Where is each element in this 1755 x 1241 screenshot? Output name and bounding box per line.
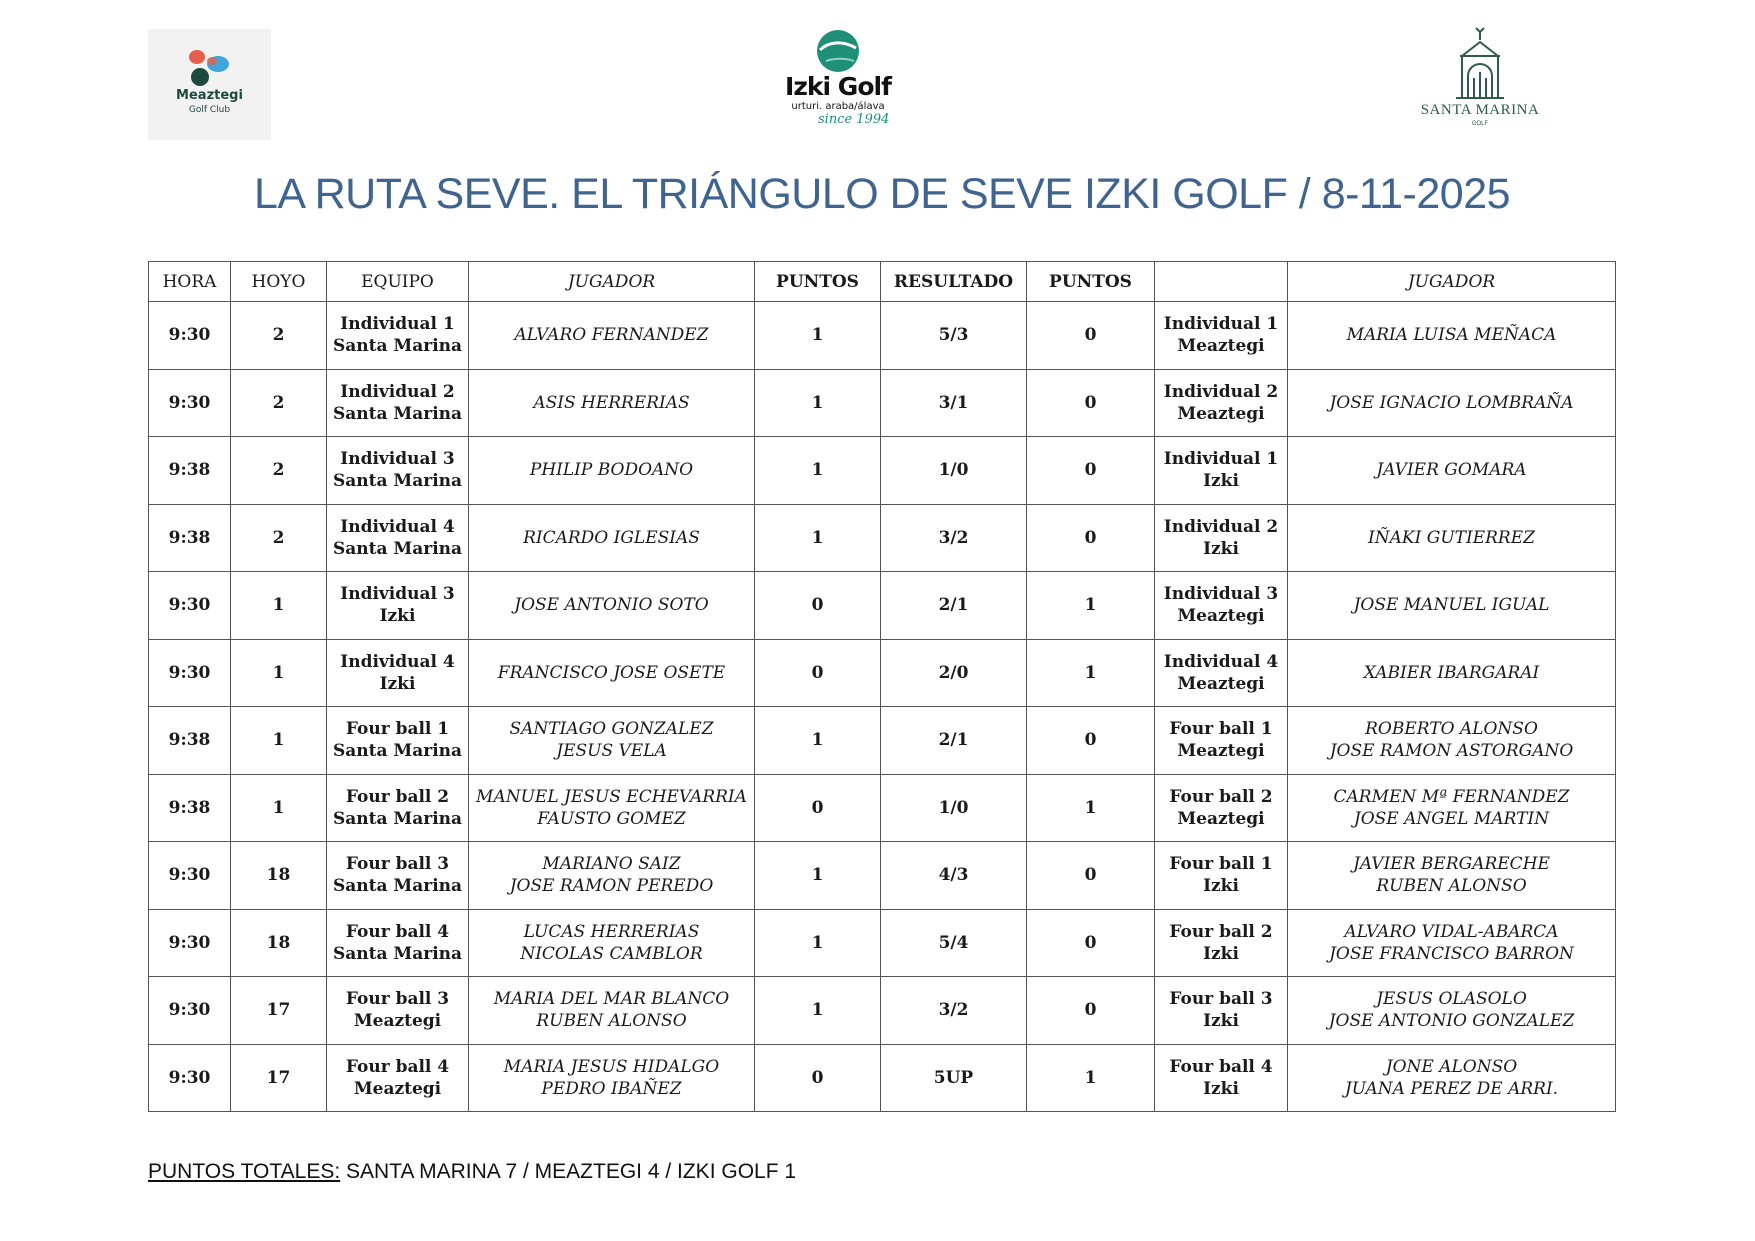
cell-hora: 9:30	[149, 302, 231, 370]
cell-puntos-2: 0	[1027, 437, 1155, 505]
player-name: PEDRO IBAÑEZ	[541, 1078, 682, 1099]
cell-jugador-2	[1288, 369, 1616, 437]
izki-globe-icon	[780, 28, 896, 74]
cell-hoyo: 1	[231, 707, 327, 775]
cell-jugador-2	[1288, 977, 1616, 1045]
cell-equipo: Four ball 3 Santa Marina	[327, 842, 469, 910]
table-row	[149, 572, 1616, 640]
cell-jugador	[469, 572, 755, 640]
cell-puntos-1: 1	[755, 977, 881, 1045]
player-name: JOSE RAMON ASTORGANO	[1329, 741, 1574, 762]
cell-resultado: 2/1	[881, 572, 1027, 640]
cell-hoyo: 1	[231, 639, 327, 707]
player-name: LUCAS HERRERIAS	[523, 921, 700, 942]
cell-puntos-1: 1	[755, 302, 881, 370]
cell-puntos-1: 1	[755, 504, 881, 572]
cell-jugador-2	[1288, 302, 1616, 370]
izki-logo-name: Izki Golf	[785, 72, 891, 101]
cell-hoyo: 17	[231, 1044, 327, 1112]
player-name: ALVARO FERNANDEZ	[514, 325, 709, 346]
player-name: JOSE MANUEL IGUAL	[1353, 595, 1550, 616]
cell-puntos-2: 1	[1027, 1044, 1155, 1112]
izki-golf-logo	[780, 28, 910, 133]
cell-equipo: Individual 3 Santa Marina	[327, 437, 469, 505]
header-resultado: RESULTADO	[881, 262, 1027, 302]
player-name: JOSE ANTONIO SOTO	[514, 595, 709, 616]
player-name: JAVIER GOMARA	[1376, 460, 1527, 481]
meaztegi-emblem-icon	[148, 29, 271, 89]
cell-puntos-2: 1	[1027, 639, 1155, 707]
player-name: FRANCISCO JOSE OSETE	[497, 662, 726, 683]
player-name: RUBEN ALONSO	[536, 1011, 687, 1032]
player-name: JOSE ANTONIO GONZALEZ	[1328, 1011, 1575, 1032]
player-name: SANTIAGO GONZALEZ	[509, 719, 714, 740]
player-name: MARIANO SAIZ	[542, 854, 681, 875]
cell-jugador	[469, 774, 755, 842]
cell-hoyo: 2	[231, 504, 327, 572]
cell-hora: 9:30	[149, 1044, 231, 1112]
cell-puntos-1: 1	[755, 437, 881, 505]
cell-puntos-2: 0	[1027, 504, 1155, 572]
player-name: MARIA LUISA MEÑACA	[1346, 325, 1557, 346]
table-row	[149, 977, 1616, 1045]
cell-equipo: Four ball 3 Meaztegi	[327, 977, 469, 1045]
cell-resultado: 3/1	[881, 369, 1027, 437]
cell-puntos-1: 0	[755, 774, 881, 842]
player-name: MANUEL JESUS ECHEVARRIA	[476, 786, 747, 807]
table-row	[149, 369, 1616, 437]
meaztegi-logo	[148, 29, 271, 140]
cell-resultado: 5/4	[881, 909, 1027, 977]
total-points	[148, 1160, 796, 1184]
izki-logo-since: since 1994	[818, 112, 890, 127]
cell-puntos-1: 0	[755, 639, 881, 707]
player-name: JOSE IGNACIO LOMBRAÑA	[1329, 392, 1574, 413]
header-hora: HORA	[149, 262, 231, 302]
cell-equipo: Individual 4 Santa Marina	[327, 504, 469, 572]
cell-hoyo: 2	[231, 437, 327, 505]
table-row	[149, 774, 1616, 842]
cell-jugador-2	[1288, 909, 1616, 977]
cell-jugador	[469, 639, 755, 707]
header-puntos-1: PUNTOS	[755, 262, 881, 302]
cell-hoyo: 1	[231, 774, 327, 842]
cell-hoyo: 17	[231, 977, 327, 1045]
cell-puntos-2: 0	[1027, 842, 1155, 910]
cell-equipo: Individual 2 Santa Marina	[327, 369, 469, 437]
cell-hora: 9:38	[149, 707, 231, 775]
total-points-label: PUNTOS TOTALES:	[148, 1160, 341, 1183]
cell-hoyo: 1	[231, 572, 327, 640]
cell-puntos-2: 0	[1027, 909, 1155, 977]
player-name: JESUS OLASOLO	[1376, 989, 1527, 1010]
cell-hora: 9:38	[149, 504, 231, 572]
table-row	[149, 437, 1616, 505]
cell-equipo: Individual 4 Izki	[327, 639, 469, 707]
player-name: MARIA JESUS HIDALGO	[503, 1056, 720, 1077]
player-name: FAUSTO GOMEZ	[537, 808, 686, 829]
cell-hora: 9:38	[149, 437, 231, 505]
meaztegi-logo-name: Meaztegi	[176, 88, 243, 103]
cell-puntos-1: 1	[755, 707, 881, 775]
header-jugador-2: JUGADOR	[1288, 262, 1616, 302]
cell-jugador	[469, 302, 755, 370]
cell-puntos-2: 0	[1027, 707, 1155, 775]
cell-jugador-2	[1288, 707, 1616, 775]
player-name: JONE ALONSO	[1385, 1056, 1518, 1077]
cell-equipo-2: Four ball 1 Meaztegi	[1155, 707, 1288, 775]
cell-puntos-1: 1	[755, 369, 881, 437]
cell-equipo-2: Individual 1 Izki	[1155, 437, 1288, 505]
table-row	[149, 909, 1616, 977]
cell-hora: 9:30	[149, 842, 231, 910]
player-name: IÑAKI GUTIERREZ	[1368, 527, 1535, 548]
santa-marina-logo-name: SANTA MARINA	[1420, 102, 1540, 118]
cell-equipo-2: Individual 1 Meaztegi	[1155, 302, 1288, 370]
cell-equipo: Individual 3 Izki	[327, 572, 469, 640]
table-row	[149, 504, 1616, 572]
meaztegi-logo-sub: Golf Club	[188, 105, 231, 115]
cell-equipo: Individual 1 Santa Marina	[327, 302, 469, 370]
cell-jugador	[469, 842, 755, 910]
cell-puntos-2: 0	[1027, 302, 1155, 370]
cell-jugador-2	[1288, 437, 1616, 505]
header-equipo: EQUIPO	[327, 262, 469, 302]
header-hoyo: HOYO	[231, 262, 327, 302]
cell-resultado: 3/2	[881, 977, 1027, 1045]
santa-marina-logo-sub: GOLF	[1471, 121, 1489, 127]
cell-resultado: 3/2	[881, 504, 1027, 572]
izki-logo-location: urturi. araba/álava	[791, 101, 885, 112]
player-name: ASIS HERRERIAS	[533, 392, 690, 413]
cell-hoyo: 18	[231, 909, 327, 977]
cell-equipo-2: Individual 2 Meaztegi	[1155, 369, 1288, 437]
table-row	[149, 1044, 1616, 1112]
cell-jugador-2	[1288, 1044, 1616, 1112]
header-jugador: JUGADOR	[469, 262, 755, 302]
table-row	[149, 707, 1616, 775]
cell-equipo-2: Individual 4 Meaztegi	[1155, 639, 1288, 707]
cell-hora: 9:38	[149, 774, 231, 842]
header-equipo-2	[1155, 262, 1288, 302]
cell-equipo-2: Individual 3 Meaztegi	[1155, 572, 1288, 640]
cell-equipo: Four ball 1 Santa Marina	[327, 707, 469, 775]
total-points-value: SANTA MARINA 7 / MEAZTEGI 4 / IZKI GOLF 1	[340, 1160, 797, 1183]
cell-hora: 9:30	[149, 977, 231, 1045]
cell-equipo-2: Four ball 1 Izki	[1155, 842, 1288, 910]
cell-equipo-2: Four ball 2 Izki	[1155, 909, 1288, 977]
santa-marina-gate-icon	[1400, 26, 1560, 100]
player-name: NICOLAS CAMBLOR	[520, 943, 703, 964]
cell-puntos-1: 0	[755, 1044, 881, 1112]
table-header-row	[149, 262, 1616, 302]
player-name: JAVIER BERGARECHE	[1353, 854, 1550, 875]
cell-jugador	[469, 1044, 755, 1112]
cell-equipo: Four ball 4 Santa Marina	[327, 909, 469, 977]
cell-puntos-2: 1	[1027, 774, 1155, 842]
cell-resultado: 1/0	[881, 774, 1027, 842]
cell-hoyo: 2	[231, 302, 327, 370]
cell-jugador	[469, 909, 755, 977]
player-name: RUBEN ALONSO	[1376, 876, 1527, 897]
table-row	[149, 842, 1616, 910]
cell-jugador	[469, 369, 755, 437]
cell-hora: 9:30	[149, 639, 231, 707]
cell-equipo-2: Four ball 3 Izki	[1155, 977, 1288, 1045]
cell-puntos-2: 0	[1027, 977, 1155, 1045]
results-table-body	[149, 302, 1616, 1112]
header-puntos-2: PUNTOS	[1027, 262, 1155, 302]
player-name: MARIA DEL MAR BLANCO	[493, 989, 730, 1010]
cell-resultado: 4/3	[881, 842, 1027, 910]
cell-jugador-2	[1288, 504, 1616, 572]
cell-jugador-2	[1288, 774, 1616, 842]
cell-resultado: 2/0	[881, 639, 1027, 707]
cell-equipo: Four ball 2 Santa Marina	[327, 774, 469, 842]
cell-resultado: 5UP	[881, 1044, 1027, 1112]
player-name: JOSE ANGEL MARTIN	[1353, 808, 1550, 829]
cell-equipo-2: Four ball 2 Meaztegi	[1155, 774, 1288, 842]
player-name: JUANA PEREZ DE ARRI.	[1344, 1078, 1559, 1099]
cell-puntos-2: 1	[1027, 572, 1155, 640]
cell-hora: 9:30	[149, 909, 231, 977]
cell-puntos-1: 1	[755, 909, 881, 977]
cell-jugador-2	[1288, 639, 1616, 707]
player-name: ALVARO VIDAL-ABARCA	[1344, 921, 1559, 942]
player-name: ROBERTO ALONSO	[1365, 719, 1538, 740]
player-name: RICARDO IGLESIAS	[523, 527, 700, 548]
results-table	[148, 261, 1616, 1112]
cell-puntos-1: 1	[755, 842, 881, 910]
cell-equipo-2: Four ball 4 Izki	[1155, 1044, 1288, 1112]
player-name: PHILIP BODOANO	[529, 460, 694, 481]
cell-puntos-1: 0	[755, 572, 881, 640]
player-name: JOSE RAMON PEREDO	[509, 876, 714, 897]
cell-jugador	[469, 977, 755, 1045]
table-row	[149, 639, 1616, 707]
cell-hoyo: 2	[231, 369, 327, 437]
cell-puntos-2: 0	[1027, 369, 1155, 437]
cell-jugador	[469, 437, 755, 505]
cell-jugador-2	[1288, 572, 1616, 640]
player-name: JOSE FRANCISCO BARRON	[1329, 943, 1574, 964]
player-name: CARMEN Mª FERNANDEZ	[1333, 786, 1570, 807]
cell-resultado: 1/0	[881, 437, 1027, 505]
cell-hoyo: 18	[231, 842, 327, 910]
cell-equipo-2: Individual 2 Izki	[1155, 504, 1288, 572]
cell-hora: 9:30	[149, 572, 231, 640]
cell-resultado: 2/1	[881, 707, 1027, 775]
cell-equipo: Four ball 4 Meaztegi	[327, 1044, 469, 1112]
player-name: JESUS VELA	[556, 741, 667, 762]
cell-resultado: 5/3	[881, 302, 1027, 370]
page-title: LA RUTA SEVE. EL TRIÁNGULO DE SEVE IZKI GOLF / 8-11-2025	[253, 170, 1511, 218]
cell-hora: 9:30	[149, 369, 231, 437]
santa-marina-logo	[1400, 26, 1560, 131]
cell-jugador-2	[1288, 842, 1616, 910]
player-name: XABIER IBARGARAI	[1363, 662, 1540, 683]
cell-jugador	[469, 707, 755, 775]
table-row	[149, 302, 1616, 370]
cell-jugador	[469, 504, 755, 572]
